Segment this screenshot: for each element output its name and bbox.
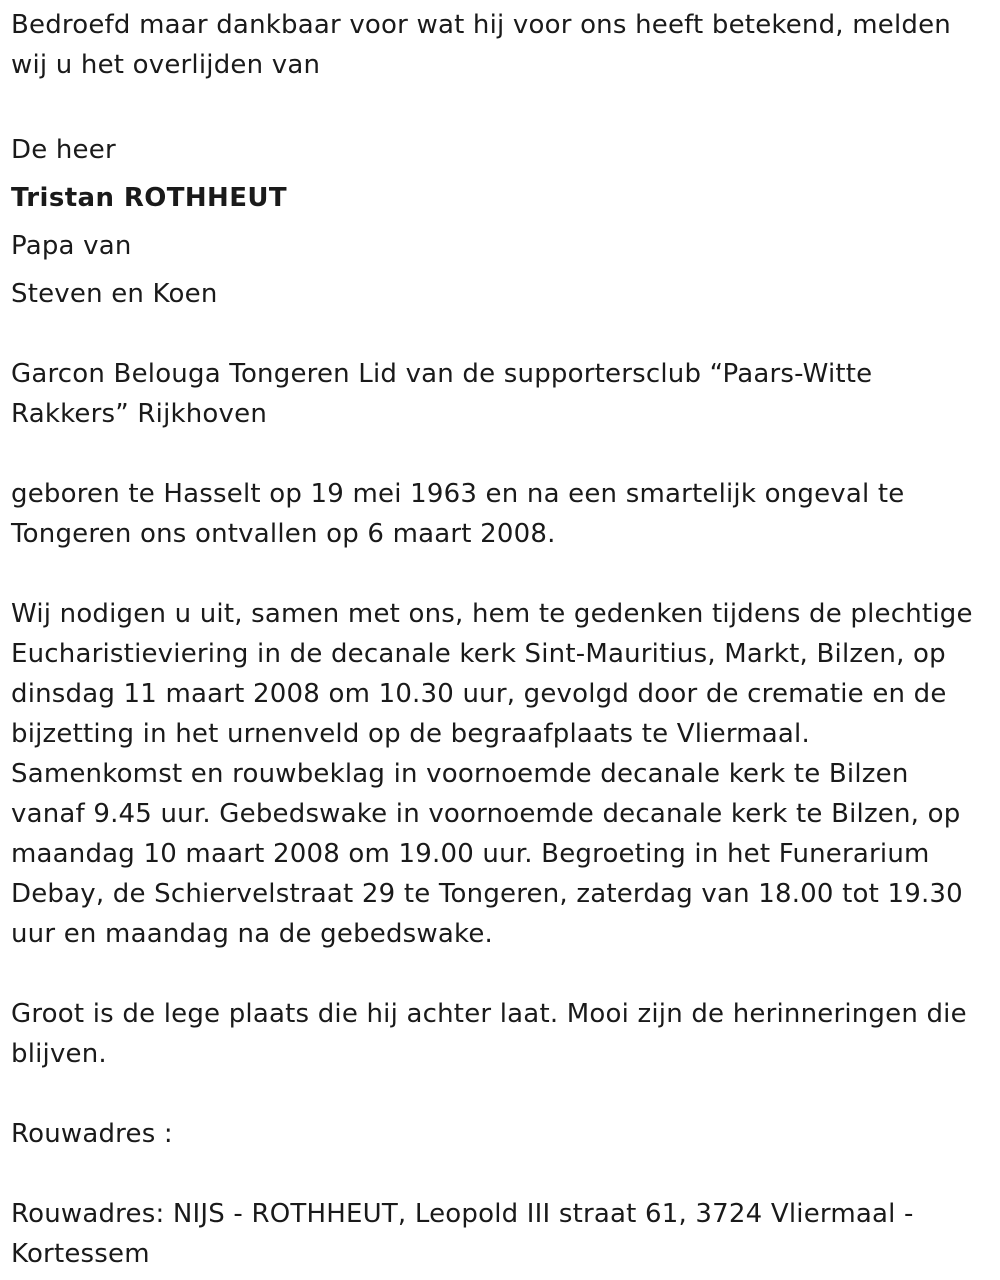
relation-label: Papa van xyxy=(11,231,132,261)
affiliation-text: Garcon Belouga Tongeren Lid van de supportersclub “Paars-Witte Rakkers” Rijkhoven xyxy=(11,359,873,429)
mourning-address: Rouwadres: NIJS - ROTHHEUT, Leopold III straat 61, 3724 Vliermaal - Kortessem xyxy=(11,1199,914,1269)
birth-death-text: geboren te Hasselt op 19 mei 1963 en na een smartelijk ongeval te Tongeren ons ontvallen op 6 maart 2008. xyxy=(11,479,905,549)
obituary-notice xyxy=(11,0,986,1274)
memorial-quote: Groot is de lege plaats die hij achter laat. Mooi zijn de herinneringen die blijven. xyxy=(11,999,967,1069)
service-details: Wij nodigen u uit, samen met ons, hem te gedenken tijdens de plechtige Eucharistieviering in de decanale kerk Sint-Mauritius, Markt, Bilzen, op dinsdag 11 maart 2008 om 10.30 uur, gevolgd door de crematie en de bijzetting in het urnenveld op de begraafplaats te Vliermaal. Samenkomst en rouwbeklag in voornoemde decanale kerk te Bilzen vanaf 9.45 uur. Gebedswake in voornoemde decanale kerk te Bilzen, op maandag 10 maart 2008 om 19.00 uur. Begroeting in het Funerarium Debay, de Schiervelstraat 29 te Tongeren, zaterdag van 18.00 tot 19.30 uur en maandag na de gebedswake. xyxy=(11,599,973,949)
children-names: Steven en Koen xyxy=(11,279,218,309)
address-label: Rouwadres : xyxy=(11,1119,173,1149)
deceased-name: Tristan ROTHHEUT xyxy=(11,183,288,213)
intro-text: Bedroefd maar dankbaar voor wat hij voor ons heeft betekend, melden wij u het overlijden van xyxy=(11,10,951,80)
honorific: De heer xyxy=(11,135,116,165)
